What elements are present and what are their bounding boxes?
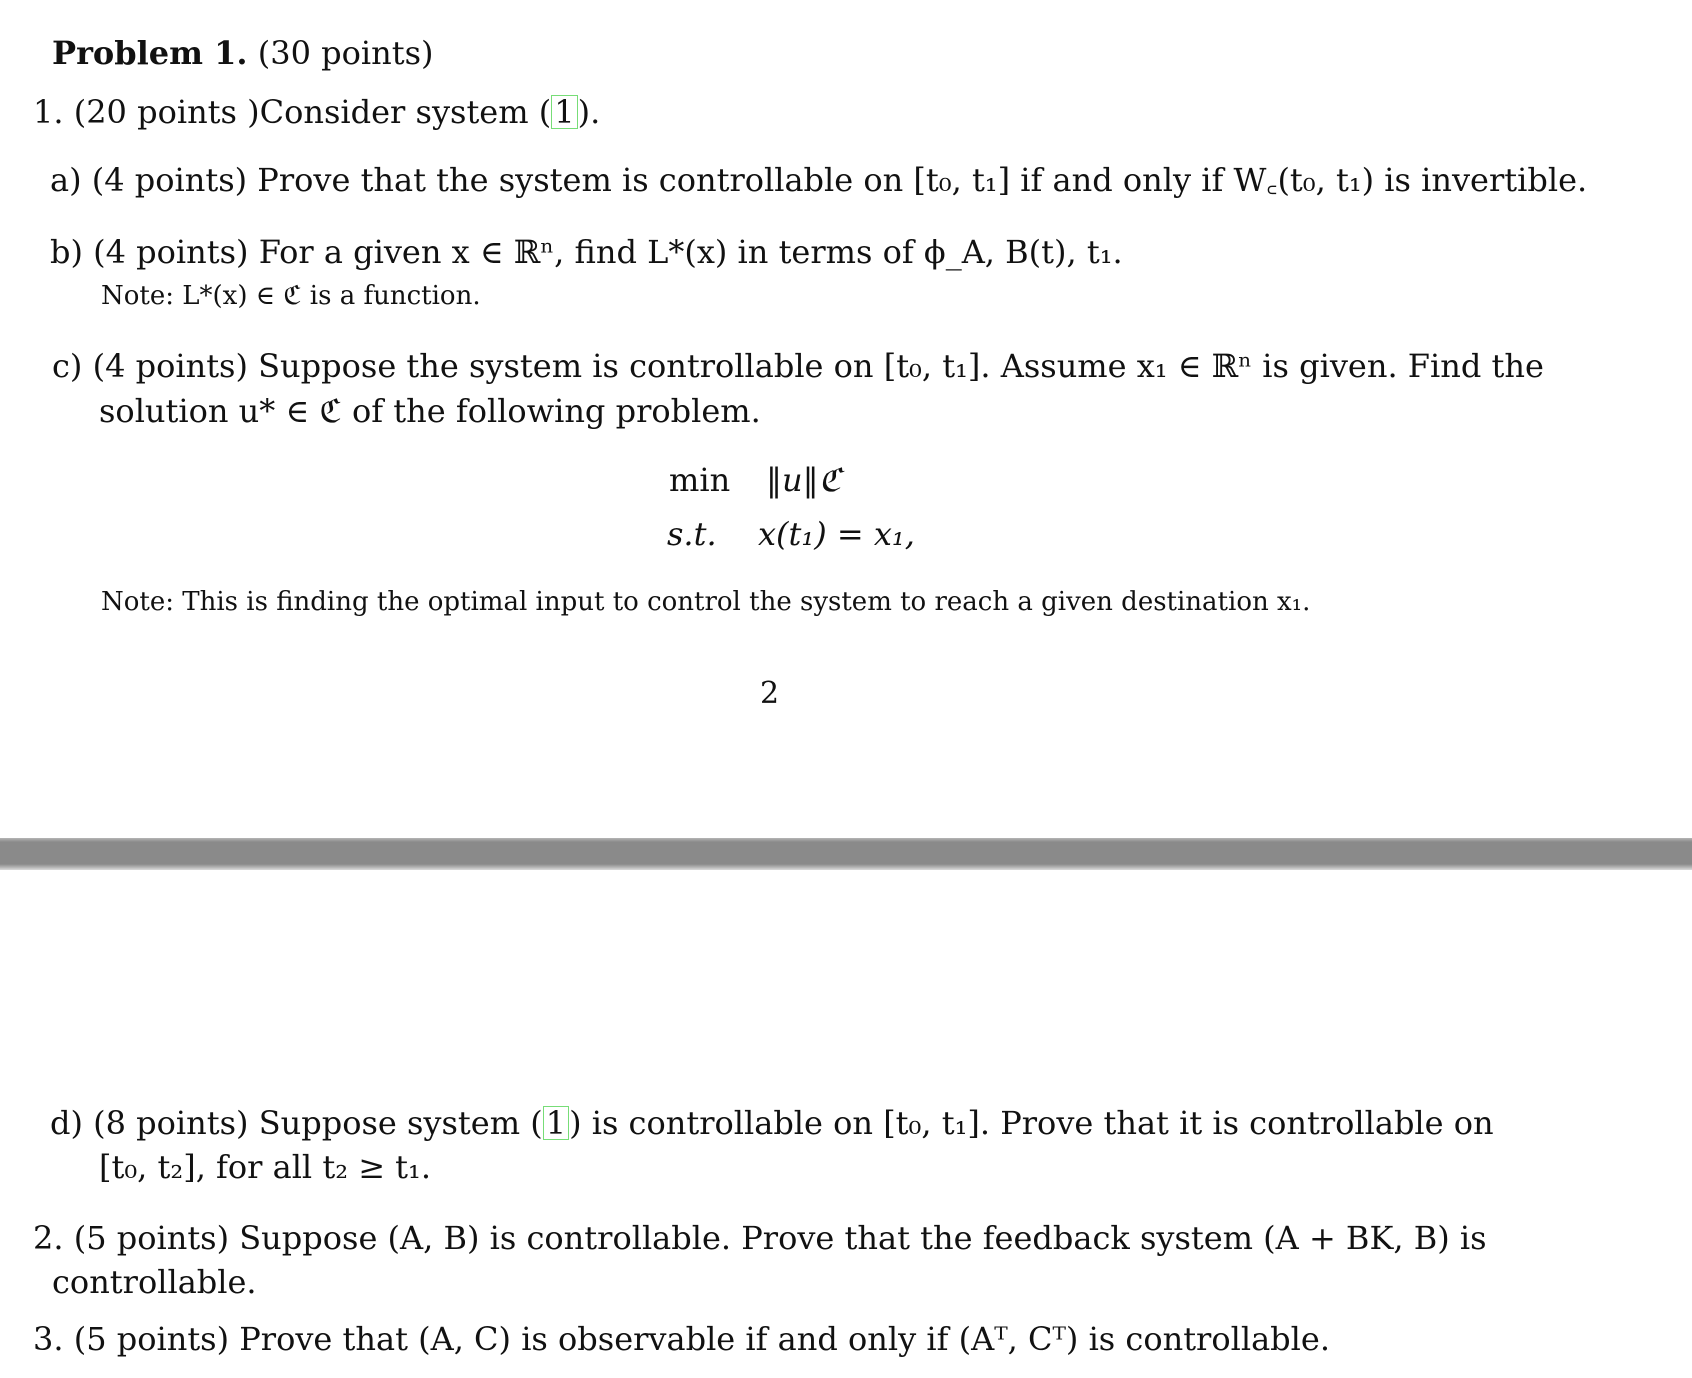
equation-reference-link[interactable]: 1 [551, 95, 577, 129]
question-2-text: (5 points) Suppose (A, B) is controllable. Prove that the feedback system (A + BK, B) is [73, 1219, 1487, 1257]
question-1-number: 1. [33, 93, 64, 131]
question-1-text: Consider system [259, 93, 529, 131]
question-1-header: 1. (20 points )Consider system (1). [33, 93, 601, 131]
question-1-points: (20 points ) [73, 93, 260, 131]
question-2-line-1 [33, 1218, 1487, 1258]
question-d-line-2: [t₀, t₂], for all t₂ ≥ t₁. [99, 1148, 432, 1186]
optimization-constraint: x(t₁) = x₁, [758, 515, 915, 553]
optimization-objective: ‖u‖ℭ [766, 461, 842, 499]
page-separator [0, 838, 1692, 870]
question-b-note: Note: L*(x) ∈ ℭ is a function. [101, 281, 481, 311]
question-a-label: a) [50, 161, 82, 199]
question-c-text-1: (4 points) Suppose the system is controllable on [t₀, t₁]. Assume x₁ ∈ ℝⁿ is given. Find the [92, 347, 1544, 385]
problem-points: (30 points) [257, 34, 434, 72]
question-2-line-2: controllable. [52, 1263, 257, 1301]
question-b-text: (4 points) For a given x ∈ ℝⁿ, find L*(x) in terms of ϕ_A, B(t), t₁. [93, 233, 1123, 271]
question-b-label: b) [50, 233, 83, 271]
question-d-text-1: (8 points) Suppose system [93, 1104, 521, 1142]
question-c-line-2: solution u* ∈ ℭ of the following problem. [99, 392, 761, 430]
question-d-label: d) [50, 1104, 83, 1142]
question-c-label: c) [52, 347, 83, 385]
question-c-line-1 [52, 346, 1544, 386]
question-d-line-1: d) (8 points) Suppose system (1) is controllable on [t₀, t₁]. Prove that it is controllable on [50, 1104, 1494, 1142]
question-3-text: (5 points) Prove that (A, C) is observable if and only if (Aᵀ, Cᵀ) is controllable. [73, 1320, 1330, 1358]
question-b [50, 232, 1123, 272]
question-2-number: 2. [33, 1219, 64, 1257]
optimization-st-label: s.t. [667, 515, 717, 553]
page-number: 2 [760, 676, 780, 711]
problem-title: Problem 1. [52, 34, 248, 72]
optimization-min-label: min [669, 461, 731, 499]
question-a [50, 160, 1587, 200]
question-3 [33, 1319, 1330, 1359]
question-d-text-2: is controllable on [t₀, t₁]. Prove that it is controllable on [591, 1104, 1494, 1142]
equation-reference-link-d[interactable]: 1 [543, 1106, 569, 1140]
page-bottom [0, 870, 1692, 1378]
question-1-end: . [590, 93, 601, 131]
question-c-note: Note: This is finding the optimal input to control the system to reach a given destination x₁. [101, 587, 1311, 617]
problem-heading [52, 33, 433, 73]
question-3-number: 3. [33, 1320, 64, 1358]
question-a-text: (4 points) Prove that the system is controllable on [t₀, t₁] if and only if W꜀(t₀, t₁) is invertible. [91, 161, 1588, 199]
